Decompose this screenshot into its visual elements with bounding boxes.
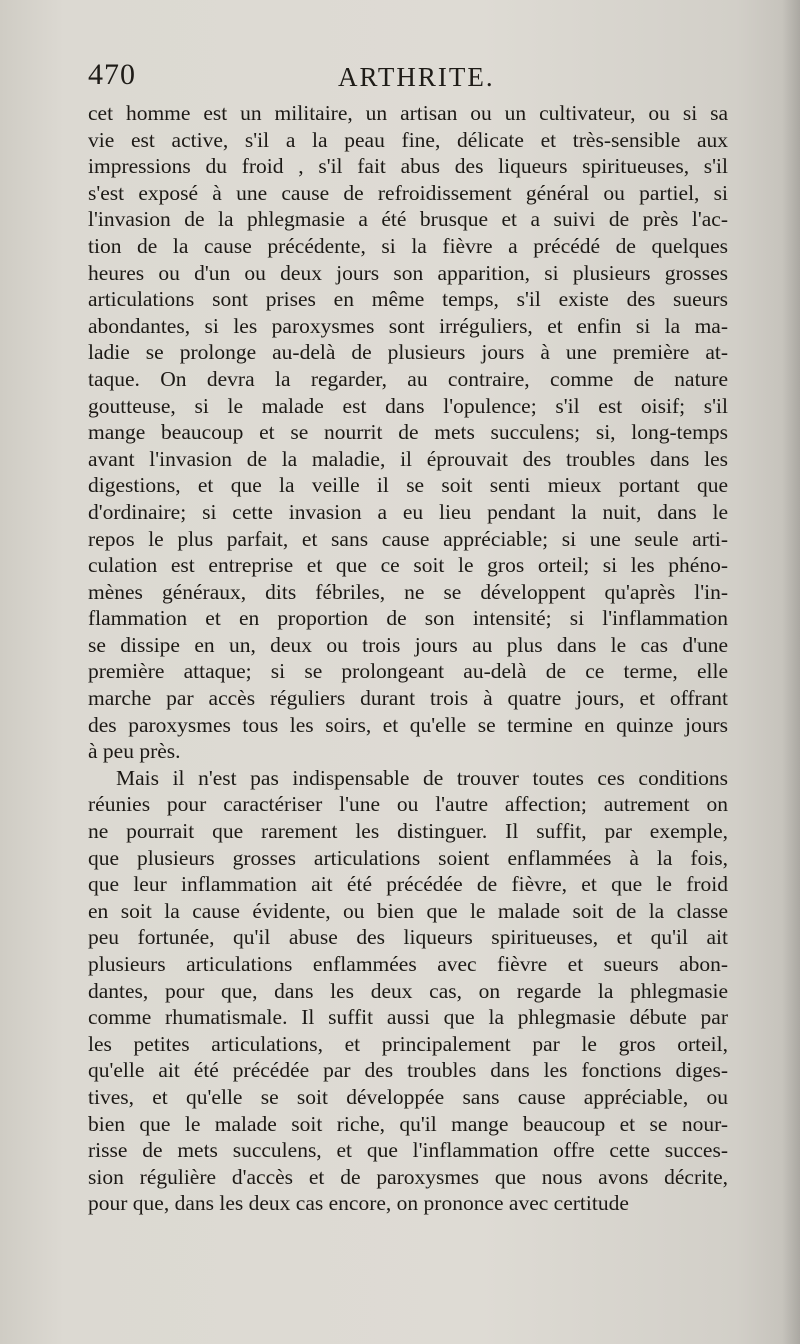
- text-line: tion de la cause précédente, si la fièvre a précédé de quelques: [88, 233, 728, 258]
- text-line: ne pourrait que rarement les distinguer. Il suffit, par exemple,: [88, 819, 728, 844]
- text-line: première attaque; si se prolongeant au-delà de ce terme, elle: [88, 659, 728, 684]
- text-line: dantes, pour que, dans les deux cas, on regarde la phlegmasie: [88, 978, 728, 1003]
- text-line: avant l'invasion de la maladie, il éprouvait des troubles dans les: [88, 446, 728, 471]
- text-line: impressions du froid , s'il fait abus des liqueurs spiritueuses, s'il: [88, 154, 728, 179]
- text-line: digestions, et que la veille il se soit senti mieux portant que: [88, 473, 728, 498]
- text-line: risse de mets succulens, et que l'inflammation offre cette succes-: [88, 1138, 728, 1163]
- text-line: heures ou d'un ou deux jours son apparition, si plusieurs grosses: [88, 260, 728, 285]
- text-line: cet homme est un militaire, un artisan ou un cultivateur, ou si sa: [88, 101, 728, 125]
- text-line: Mais il n'est pas indispensable de trouver toutes ces conditions: [116, 765, 728, 790]
- page-edge-shadow: [782, 0, 800, 1344]
- text-line: que leur inflammation ait été précédée de fièvre, et que le froid: [88, 872, 728, 897]
- text-line: des paroxysmes tous les soirs, et qu'elle se termine en quinze jours: [88, 712, 728, 737]
- text-line: les petites articulations, et principalement par le gros orteil,: [88, 1031, 728, 1056]
- text-line: se dissipe en un, deux ou trois jours au plus dans le cas d'une: [88, 632, 728, 657]
- text-line: taque. On devra la regarder, au contraire, comme de nature: [88, 366, 728, 391]
- text-line: qu'elle ait été précédée par des troubles dans les fonctions diges-: [88, 1058, 728, 1083]
- running-title: ARTHRITE.: [338, 62, 495, 92]
- text-line: à peu près.: [88, 739, 181, 764]
- text-line: l'invasion de la phlegmasie a été brusque et a suivi de près l'ac-: [88, 207, 728, 232]
- text-line: d'ordinaire; si cette invasion a eu lieu pendant la nuit, dans le: [88, 499, 728, 524]
- text-line: culation est entreprise et que ce soit le gros orteil; si les phéno-: [88, 553, 728, 578]
- text-line: s'est exposé à une cause de refroidissement général ou partiel, si: [88, 180, 728, 205]
- text-line: vie est active, s'il a la peau fine, délicate et très-sensible aux: [88, 127, 728, 152]
- text-line: flammation et en proportion de son intensité; si l'inflammation: [88, 606, 728, 631]
- text-line: articulations sont prises en même temps, s'il existe des sueurs: [88, 287, 728, 312]
- text-line: que plusieurs grosses articulations soient enflammées à la fois,: [88, 845, 728, 870]
- text-line: comme rhumatismale. Il suffit aussi que la phlegmasie débute par: [88, 1005, 728, 1030]
- text-line: repos le plus parfait, et sans cause appréciable; si une seule arti-: [88, 526, 728, 551]
- paragraph: [88, 100, 728, 765]
- text-line: mènes généraux, dits fébriles, ne se développent qu'après l'in-: [88, 579, 728, 604]
- text-line: pour que, dans les deux cas encore, on prononce avec certitude: [88, 1191, 629, 1216]
- text-line: ladie se prolonge au-delà de plusieurs jours à une première at-: [88, 340, 728, 365]
- body-text: [88, 100, 728, 1217]
- text-line: marche par accès réguliers durant trois à quatre jours, et offrant: [88, 686, 728, 711]
- text-line: réunies pour caractériser l'une ou l'autre affection; autrement on: [88, 792, 728, 817]
- text-line: bien que le malade soit riche, qu'il mange beaucoup et se nour-: [88, 1111, 728, 1136]
- text-line: mange beaucoup et se nourrit de mets succulens; si, long-temps: [88, 420, 728, 445]
- paragraph: [88, 765, 728, 1217]
- text-line: sion régulière d'accès et de paroxysmes que nous avons décrite,: [88, 1164, 728, 1189]
- text-line: peu fortunée, qu'il abuse des liqueurs spiritueuses, et qu'il ait: [88, 925, 728, 950]
- text-line: en soit la cause évidente, ou bien que le malade soit de la classe: [88, 898, 728, 923]
- text-line: abondantes, si les paroxysmes sont irréguliers, et enfin si la ma-: [88, 313, 728, 338]
- page-header: [88, 58, 728, 98]
- text-line: tives, et qu'elle se soit développée sans cause appréciable, ou: [88, 1084, 728, 1109]
- text-line: plusieurs articulations enflammées avec fièvre et sueurs abon-: [88, 952, 728, 976]
- page-number: 470: [88, 58, 136, 91]
- text-line: goutteuse, si le malade est dans l'opulence; s'il est oisif; s'il: [88, 393, 728, 418]
